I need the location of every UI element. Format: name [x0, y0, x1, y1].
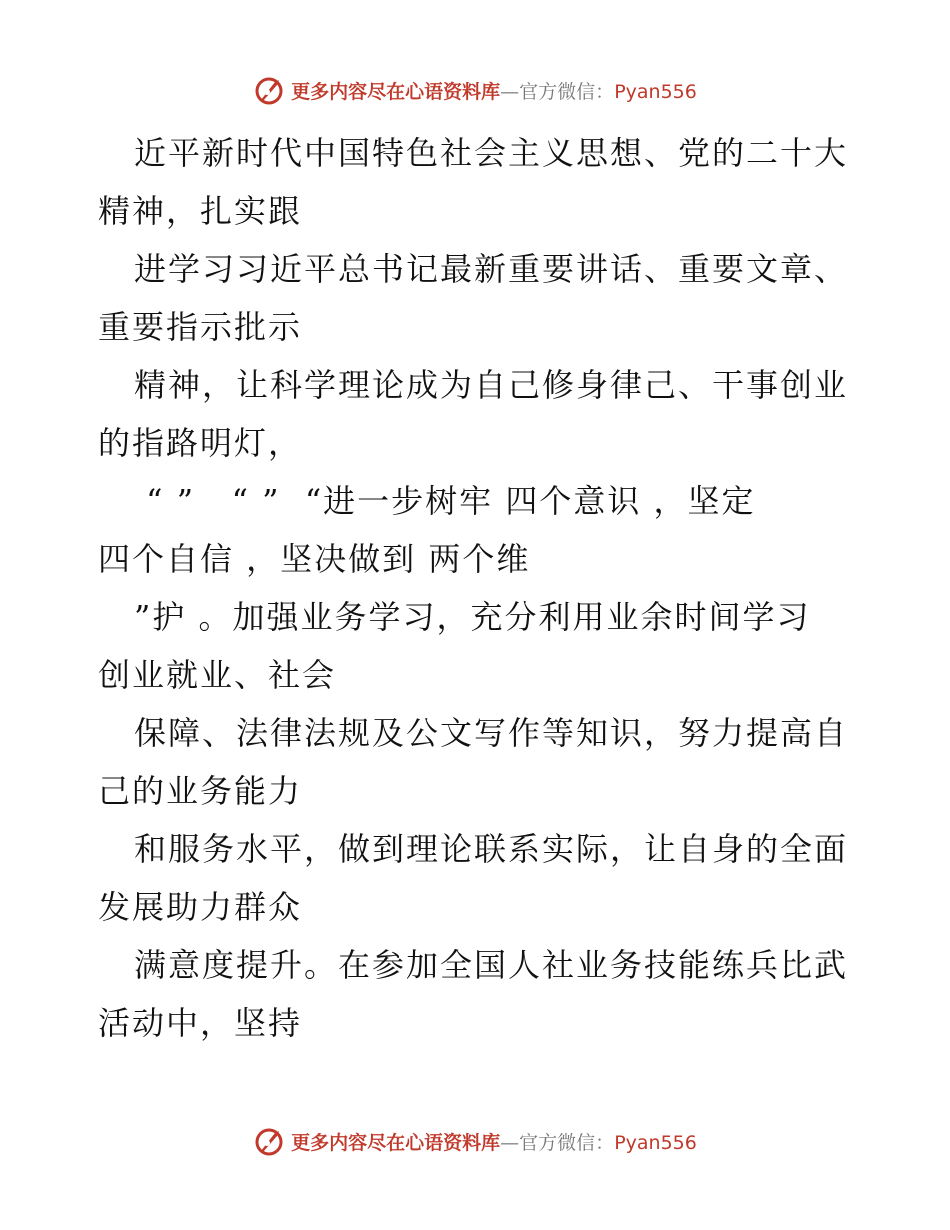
text-line: 发展助力群众 [98, 888, 303, 926]
watermark-text [291, 77, 697, 104]
text-line: 重要指示批示 [98, 308, 303, 346]
text-line: 精神，让科学理论成为自己修身律己、干事创业 [134, 366, 849, 404]
text-line: “ ” “ ” “进一步树牢 四个意识 ，坚定 [134, 482, 756, 520]
watermark-separator: — [500, 80, 520, 103]
watermark-separator: — [500, 1131, 520, 1154]
watermark-wechat-label: 官方微信： [519, 1131, 615, 1154]
text-line: 近平新时代中国特色社会主义思想、党的二十大 [134, 134, 849, 172]
text-line: ”护 。加强业务学习，充分利用业余时间学习 [134, 598, 811, 636]
watermark-wechat-id: Pyan556 [614, 80, 697, 103]
watermark-wechat-label: 官方微信： [519, 80, 615, 103]
quill-pen-logo-icon [253, 74, 285, 106]
footer-watermark [0, 1121, 950, 1161]
document-body [98, 124, 858, 1052]
text-line: 和服务水平，做到理论联系实际，让自身的全面 [134, 830, 849, 868]
text-line: 精神，扎实跟 [98, 192, 303, 230]
text-line: 进学习习近平总书记最新重要讲话、重要文章、 [134, 250, 849, 288]
text-line: 四个自信 ，坚决做到 两个维 [98, 540, 531, 578]
text-line: 的指路明灯， [98, 424, 303, 462]
watermark-wechat-id: Pyan556 [614, 1131, 697, 1154]
text-line: 活动中，坚持 [98, 1004, 303, 1042]
watermark-text [291, 1128, 697, 1155]
text-line: 满意度提升。在参加全国人社业务技能练兵比武 [134, 946, 849, 984]
quill-pen-logo-icon [253, 1125, 285, 1157]
watermark-brand: 更多内容尽在心语资料库 [291, 1131, 501, 1154]
text-line: 保障、法律法规及公文写作等知识，努力提高自 [134, 714, 849, 752]
text-line: 己的业务能力 [98, 772, 303, 810]
text-line: 创业就业、社会 [98, 656, 337, 694]
header-watermark [0, 70, 950, 110]
watermark-brand: 更多内容尽在心语资料库 [291, 80, 501, 103]
